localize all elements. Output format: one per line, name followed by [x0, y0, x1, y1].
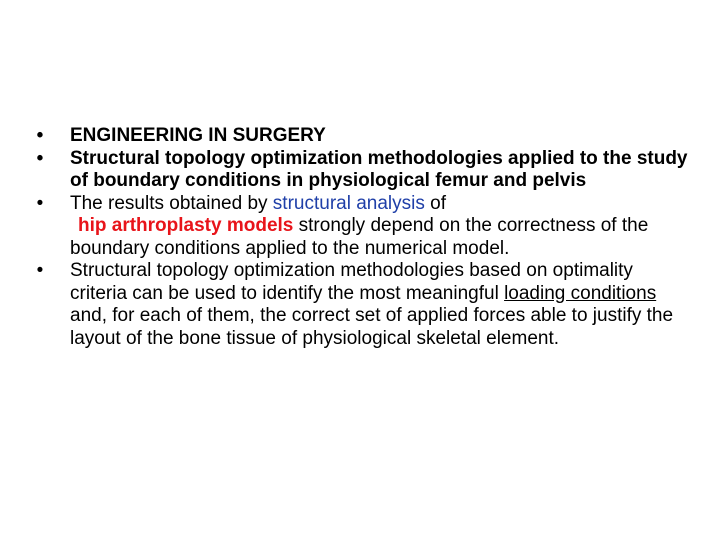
- bullet-text: ENGINEERING IN SURGERY: [70, 125, 326, 146]
- hip-arthroplasty-highlight: hip arthroplasty models: [78, 215, 294, 236]
- bullet-dot: •: [36, 125, 44, 146]
- bullet-item-results: [30, 193, 690, 261]
- bullet-text: Structural topology optimization methodologies applied to the study of boundary conditions in physiological femur and pelvis: [70, 147, 688, 191]
- bullet-text-end: strongly depend on the correctness of the boundary conditions applied to the numerical model.: [70, 215, 649, 259]
- bullet-dot: •: [36, 260, 44, 281]
- bullet-item-topology-optimization: [30, 148, 690, 193]
- structural-analysis-highlight: structural analysis: [272, 192, 425, 214]
- bullet-text-start: Structural topology optimization methodologies based on optimality criteria can be used to identify the most meaningful: [70, 260, 633, 304]
- bullet-item-optimization-criteria: [30, 260, 690, 350]
- bullet-text-start: The results obtained by: [70, 192, 273, 214]
- bullet-list: [30, 125, 690, 350]
- bullet-item-engineering-in-surgery: [30, 125, 690, 148]
- bullet-text-end: and, for each of them, the correct set of applied forces able to justify the layout of the bone tissue of physiological skeletal element.: [70, 305, 674, 349]
- loading-conditions-underlined: loading conditions: [504, 282, 657, 304]
- bullet-dot: •: [36, 192, 44, 214]
- bullet-dot: •: [36, 147, 44, 169]
- bullet-text-of: of: [424, 192, 446, 214]
